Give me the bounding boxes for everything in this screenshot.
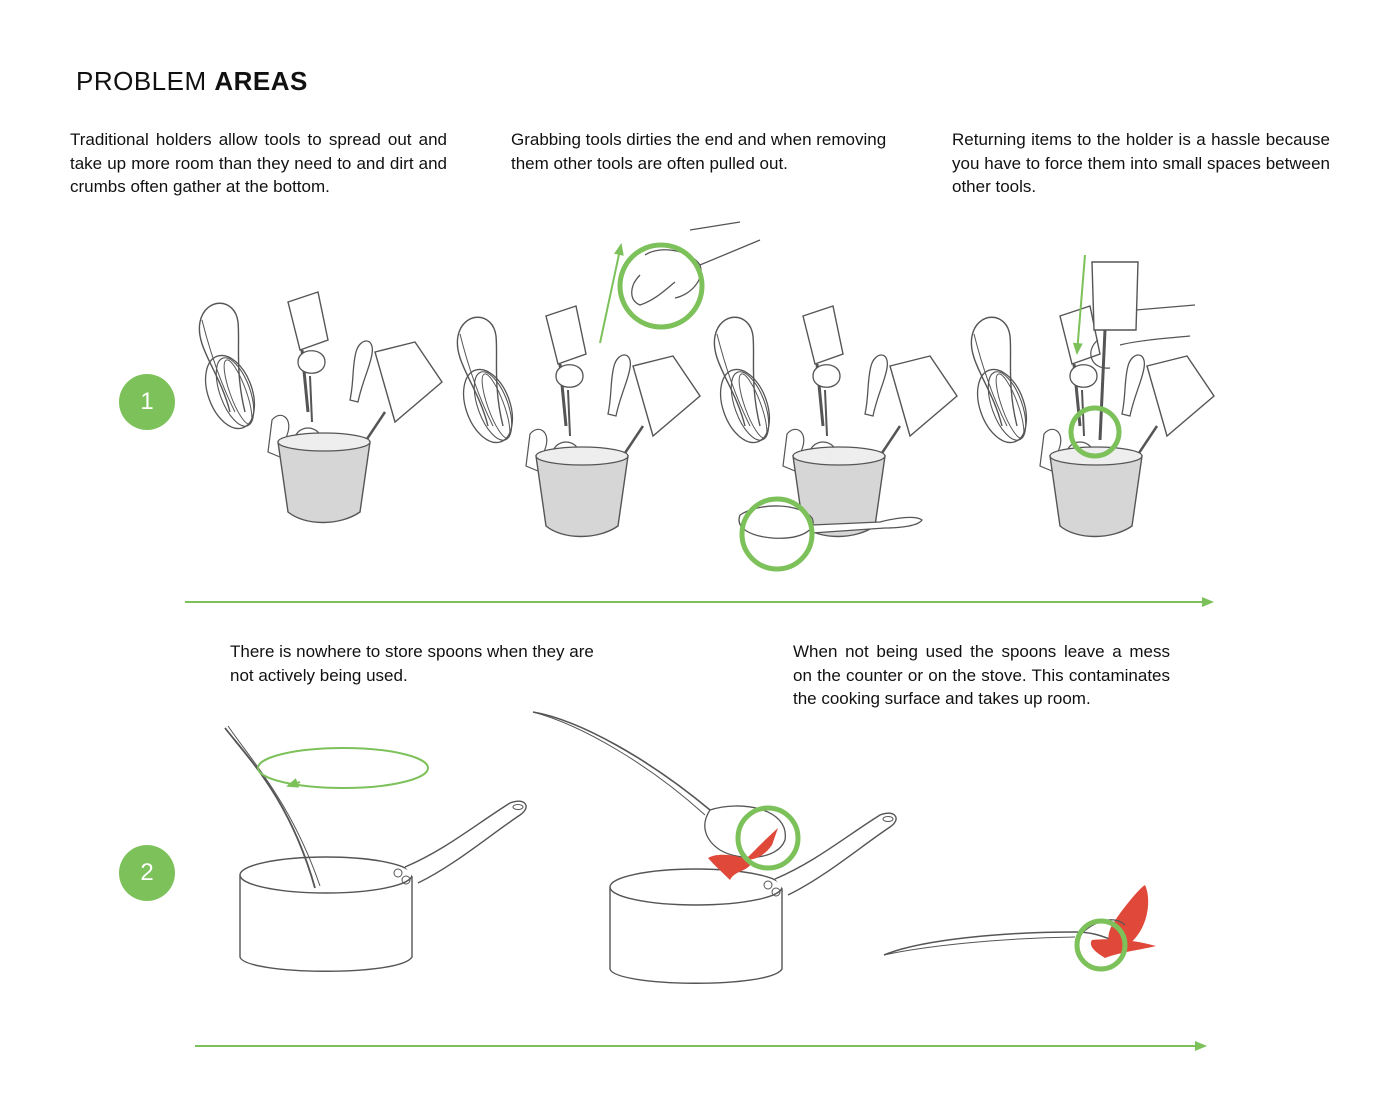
- rotation-loop: [258, 748, 428, 788]
- step-badge-1: 1: [119, 374, 175, 430]
- spoon-on-counter: [884, 885, 1156, 969]
- caption-returning: Returning items to the holder is a hassle because you have to force them into small spaces between other tools.: [952, 130, 1330, 196]
- title-emphasis: AREAS: [214, 66, 308, 96]
- caption-mess: When not being used the spoons leave a mess on the counter or on the stove. This contaminates the cooking surface and takes up room.: [793, 642, 1170, 708]
- step-badge-2: 2: [119, 845, 175, 901]
- utensil-holder-4: [968, 306, 1214, 537]
- saucepan-1: [240, 801, 526, 971]
- caption-grabbing: Grabbing tools dirties the end and when removing them other tools are often pulled out.: [511, 130, 887, 173]
- hand-grab-illustration: [600, 222, 760, 343]
- utensil-holder-1: [196, 292, 442, 523]
- spoon-with-sauce: [533, 712, 798, 880]
- caption-spread-out: Traditional holders allow tools to spread out and take up more room than they need to and dirt and crumbs often gather at the bottom.: [70, 130, 447, 196]
- utensil-holder-2: [454, 306, 700, 537]
- title-prefix: PROBLEM: [76, 66, 215, 96]
- caption-nowhere-to-store: There is nowhere to store spoons when they are not actively being used.: [230, 642, 594, 685]
- utensil-holder-3: [711, 306, 957, 537]
